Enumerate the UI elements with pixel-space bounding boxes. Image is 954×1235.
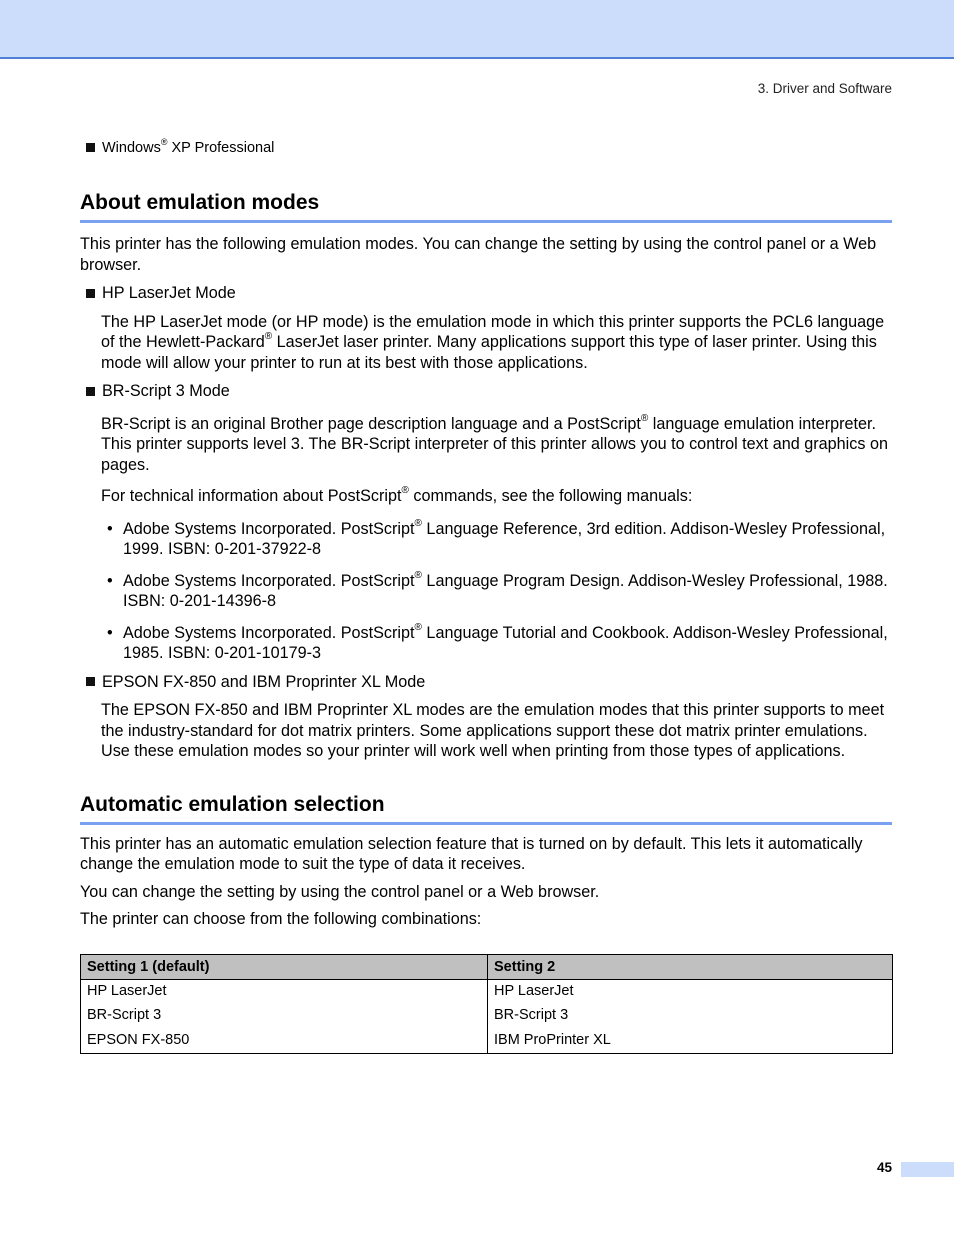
section1-intro: This printer has the following emulation modes. You can change the setting by using the control panel or a Web browser. xyxy=(80,235,877,274)
page-number: 45 xyxy=(876,1160,892,1175)
auto-emulation-p2: You can change the setting by using the control panel or a Web browser. xyxy=(80,882,600,901)
square-bullet-icon xyxy=(86,143,95,152)
section-title-emulation-modes: About emulation modes xyxy=(80,190,892,223)
table-header-cell: Setting 1 (default) xyxy=(81,954,488,979)
square-bullet-icon xyxy=(86,289,95,298)
postscript-tech-info: For technical information about PostScript® commands, see the following manuals: xyxy=(101,485,693,505)
os-list-item: Windows® XP Professional xyxy=(80,138,892,158)
manual-list-item: • Adobe Systems Incorporated. PostScript® Language Reference, 3rd edition. Addison-Wesley Professional, 1999. ISBN: 0-201-37922-8 xyxy=(107,517,886,558)
table-header-cell: Setting 2 xyxy=(488,954,893,979)
square-bullet-icon xyxy=(86,387,95,396)
br-script-heading: BR-Script 3 Mode xyxy=(80,381,892,402)
br-script-body: BR-Script is an original Brother page description language and a PostScript® language emulation interpreter. This printer supports level 3. The BR-Script interpreter of this printer allows you to control text and graphics on pages. xyxy=(101,412,888,474)
emulation-combinations-table xyxy=(80,954,893,1055)
manual-list-item: • Adobe Systems Incorporated. PostScript® Language Tutorial and Cookbook. Addison-Wesley Professional, 1985. ISBN: 0-201-10179-3 xyxy=(107,621,888,662)
epson-mode-body: The EPSON FX-850 and IBM Proprinter XL modes are the emulation modes that this printer supports to meet the industry-standard for dot matrix printers. Some applications support these dot matrix printer emulations. Use these emulation modes so your printer will work well when printing from those types of applications. xyxy=(101,701,885,760)
square-bullet-icon xyxy=(86,677,95,686)
table-row xyxy=(81,979,893,1054)
running-head: 3. Driver and Software xyxy=(757,81,892,96)
table-cell-setting2: HP LaserJet BR-Script 3 IBM ProPrinter XL xyxy=(488,979,893,1054)
top-header-band xyxy=(0,0,954,59)
manual-list-item: • Adobe Systems Incorporated. PostScript® Language Program Design. Addison-Wesley Professional, 1988. ISBN: 0-201-14396-8 xyxy=(107,569,888,610)
epson-mode-heading: EPSON FX-850 and IBM Proprinter XL Mode xyxy=(80,672,892,693)
section-title-auto-emulation: Automatic emulation selection xyxy=(80,792,892,825)
page-tab-marker xyxy=(901,1162,954,1177)
hp-mode-body: The HP LaserJet mode (or HP mode) is the emulation mode in which this printer supports the PCL6 language of the Hewlett-Packard® LaserJet laser printer. Many applications support this type of laser printer. Using this mode will allow your printer to run at its best with those applications. xyxy=(101,312,885,372)
table-cell-setting1: HP LaserJet BR-Script 3 EPSON FX-850 xyxy=(81,979,488,1054)
table-header-row xyxy=(81,954,893,979)
page-content xyxy=(80,138,892,1054)
auto-emulation-p3: The printer can choose from the following combinations: xyxy=(80,910,482,928)
hp-mode-heading: HP LaserJet Mode xyxy=(80,283,892,304)
auto-emulation-p1: This printer has an automatic emulation selection feature that is turned on by default. This lets it automatically change the emulation mode to suit the type of data it receives. xyxy=(80,834,863,873)
